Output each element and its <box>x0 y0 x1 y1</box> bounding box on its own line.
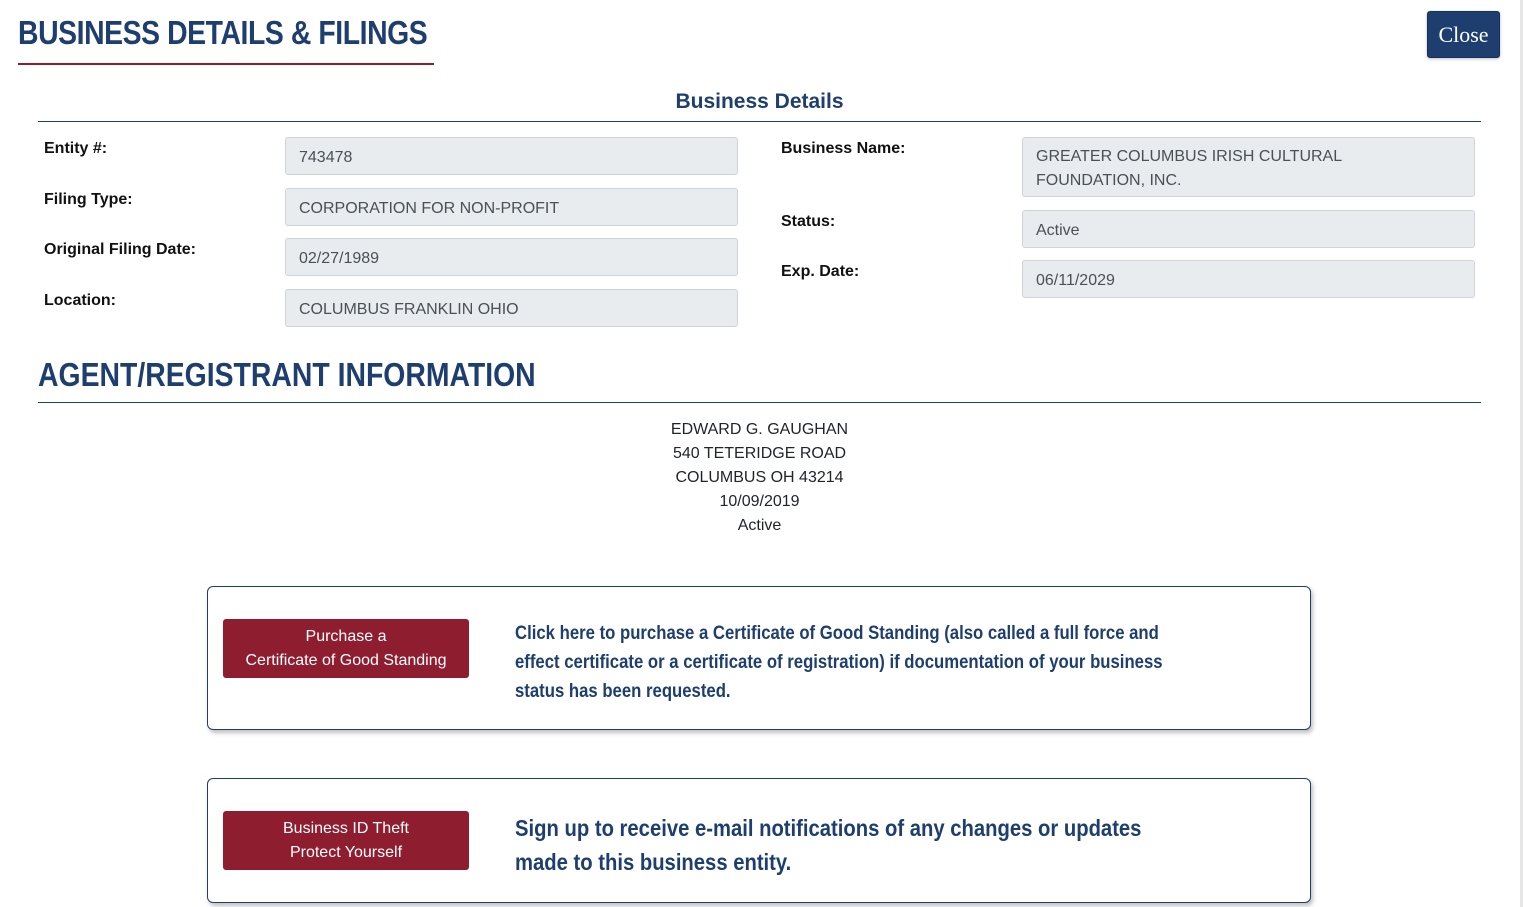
original-filing-date-label: Original Filing Date: <box>44 241 197 258</box>
agent-info <box>38 418 1481 538</box>
title-underline <box>18 63 434 65</box>
filing-type-field: CORPORATION FOR NON-PROFIT <box>285 188 738 226</box>
exp-date-field: 06/11/2029 <box>1022 260 1475 298</box>
id-theft-description-line-2: made to this business entity. <box>515 849 792 875</box>
purchase-certificate-button-line-2: Certificate of Good Standing <box>245 651 447 669</box>
certificate-description-line-1: Click here to purchase a Certificate of Good Standing (also called a full force and <box>515 623 1159 644</box>
business-id-theft-button[interactable] <box>223 811 469 870</box>
status-label: Status: <box>781 213 836 230</box>
exp-date-label: Exp. Date: <box>781 263 860 280</box>
agent-divider <box>38 402 1481 403</box>
entity-number-field: 743478 <box>285 137 738 175</box>
original-filing-date-field: 02/27/1989 <box>285 238 738 276</box>
status-field: Active <box>1022 210 1475 248</box>
business-name-line-2: FOUNDATION, INC. <box>1036 172 1182 189</box>
business-details-divider <box>38 121 1481 122</box>
agent-city-state-zip: COLUMBUS OH 43214 <box>675 469 844 486</box>
id-theft-description-line-1: Sign up to receive e-mail notifications of any changes or updates <box>515 815 1142 841</box>
page-title: BUSINESS DETAILS & FILINGS <box>18 14 428 51</box>
agent-name: EDWARD G. GAUGHAN <box>670 421 849 438</box>
certificate-card <box>207 586 1311 730</box>
certificate-description <box>515 619 1163 706</box>
agent-address: 540 TETERIDGE ROAD <box>672 445 847 462</box>
certificate-description-line-3: status has been requested. <box>515 681 731 702</box>
business-details-heading: Business Details <box>675 90 844 113</box>
business-id-theft-button-line-2: Protect Yourself <box>289 843 403 861</box>
certificate-description-line-2: effect certificate or a certificate of registration) if documentation of your business <box>515 652 1163 673</box>
business-id-theft-button-line-1: Business ID Theft <box>283 819 409 837</box>
entity-number-label: Entity #: <box>44 140 108 157</box>
filing-type-label: Filing Type: <box>44 191 133 208</box>
business-name-label: Business Name: <box>781 140 906 157</box>
id-theft-description <box>515 811 1142 879</box>
id-theft-card <box>207 778 1311 903</box>
close-button[interactable]: Close <box>1427 11 1500 58</box>
purchase-certificate-button[interactable] <box>223 619 469 678</box>
agent-date: 10/09/2019 <box>719 493 800 510</box>
purchase-certificate-button-line-1: Purchase a <box>305 627 387 645</box>
location-label: Location: <box>44 292 116 309</box>
location-field: COLUMBUS FRANKLIN OHIO <box>285 289 738 327</box>
business-name-field <box>1022 137 1475 197</box>
business-name-line-1: GREATER COLUMBUS IRISH CULTURAL <box>1036 148 1343 165</box>
agent-status: Active <box>737 517 782 534</box>
agent-section-title: AGENT/REGISTRANT INFORMATION <box>38 356 536 393</box>
